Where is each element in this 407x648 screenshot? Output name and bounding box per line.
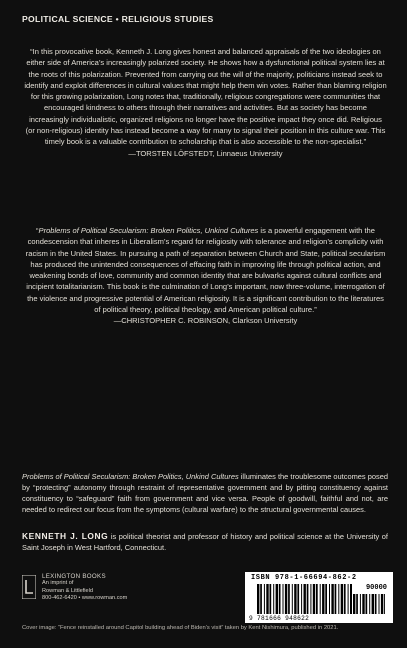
quote-text: “In this provocative book, Kenneth J. Long gives honest and balanced appraisals of the two ideologies on either side of America’s increasingly polarized society. He shows how a dysfunctional political system lies at the roots of this polarization. Prevented from carrying out the will of the majority, politicians instead seek to identify and exploit differences in cultural values that might help them win votes. Rather than blaming religion for this growing polarization, Long notes that, traditionally, religious congregations were communities that encouraged kindness to others through their narratives and activities. But as society has become increasingly individualistic, organized religions no longer have the positive impact they once did. Religious (or non-religious) identity has instead become a way for many to signal their position in this culture war. This timely book is a valuable contribution to scholarship that is also accessible to the non-specialist.”	[24, 47, 387, 147]
price-code: 90000	[365, 584, 387, 592]
publisher-line: An imprint of	[42, 580, 74, 587]
endorsement-quote-1	[24, 46, 387, 159]
price-barcode-bars	[353, 594, 385, 614]
quote-attribution: —TORSTEN LÖFSTEDT, Linnaeus University	[128, 148, 283, 158]
publisher-block	[22, 573, 162, 613]
description-text: illuminates the troublesome outcomes posed by “protecting” autonomy through restraint of representative government and by pitting constituency against constituency to “safeguard” faith from government and vice versa. People of goodwill, faithful and not, are needed to redirect our focus from the symptoms (cultural warfare) to the structural governmental causes.	[22, 472, 388, 514]
author-name: KENNETH J. LONG	[22, 531, 109, 541]
barcode-number: 9 781666 948622	[249, 615, 310, 622]
quote-open-mark: “	[36, 226, 39, 235]
author-bio	[22, 531, 388, 554]
isbn-label: ISBN 978-1-66694-862-2	[251, 574, 357, 582]
publisher-logo-icon	[22, 575, 36, 599]
book-title: Problems of Political Secularism: Broken Politics, Unkind Cultures	[22, 472, 239, 481]
publisher-line: Rowman & Littlefield	[42, 587, 93, 594]
book-description	[22, 472, 388, 516]
endorsement-quote-2	[24, 225, 387, 327]
publisher-contact: 800-462-6420 • www.rowman.com	[42, 595, 128, 602]
quote-attribution: —CHRISTOPHER C. ROBINSON, Clarkson University	[113, 316, 298, 326]
category-label: POLITICAL SCIENCE • RELIGIOUS STUDIES	[22, 14, 214, 24]
book-title: Problems of Political Secularism: Broken Politics, Unkind Cultures	[38, 226, 259, 235]
quote-body: is a powerful engagement with the condescension that inheres in Liberalism’s regard for religiosity with tolerance and religion’s complicity with racism in the United States. In pursuing a path of separation between Church and State, political secularism has produced the unintended consequences of effacing faith in improving life through political action, and weakening bonds of love, community and common identity that are bulwarks against cultural conflicts and incipient totalitarianism. This book is the culmination of Long’s important, now three-volume, interrogation of the violence and progressive potential of American religiosity. It is a significant contribution to the literatures of political theory, political theology, and American political culture.”	[25, 226, 386, 315]
cover-image-credit: Cover image: “Fence reinstalled around Capitol building ahead of Biden’s visit” taken by Kent Nishimura, published in 2021.	[22, 625, 339, 631]
publisher-name: LEXINGTON BOOKS	[42, 573, 106, 580]
barcode-bars	[257, 584, 352, 614]
isbn-barcode	[245, 572, 393, 623]
author-bio-text: is political theorist and professor of history and political science at the University of Saint Joseph in West Hartford, Connecticut.	[22, 532, 388, 552]
publisher-info	[42, 573, 127, 603]
quote-text	[24, 225, 387, 315]
